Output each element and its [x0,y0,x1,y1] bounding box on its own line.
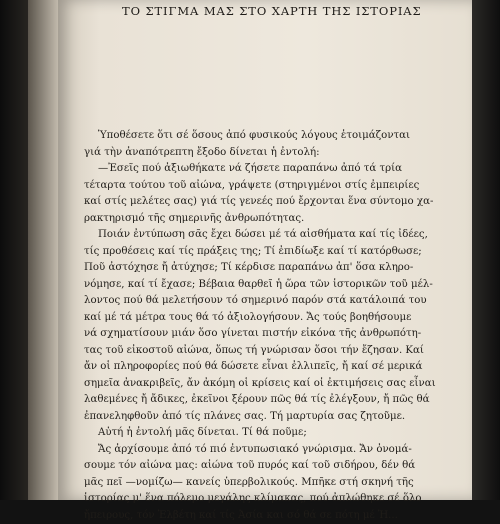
text-line: καί μέ τά μέτρα τους θά τό ἀξιολογήσουν. Ἄς τούς βοηθήσουμε [84,310,464,327]
text-line: μᾶς πεῖ —νομίζω— κανείς ὑπερβολικούς. Μπῆκε στή σκηνή τῆς [84,475,464,492]
text-line: Ποιάν ἐντύπωση σᾶς ἔχει δώσει μέ τά αἰσθήματα καί τίς ἰδέες, [84,227,464,244]
text-line: λαθεμένες ἤ ἄδικες, ἐκεῖνοι ξέρουν πῶς θά τίς ἐλέγξουν, ἤ πῶς θά [84,392,464,409]
text-line: Ἄς ἀρχίσουμε ἀπό τό πιό ἐντυπωσιακό γνώρισμα. Ἄν ὀνομά- [84,442,464,459]
body-text [84,128,464,524]
text-line: σουμε τόν αἰώνα μας: αἰώνα τοῦ πυρός καί τοῦ σιδήρου, δέν θά [84,458,464,475]
text-line: Ποῦ ἀστόχησε ἤ ἀτύχησε; Τί κέρδισε παραπάνω ἀπ' ὅσα κληρο- [84,260,464,277]
text-line: γιά τὴν ἀναπότρεπτη ἔξοδο δίνεται ἡ ἐντολή: [84,145,464,162]
text-line: νά σχηματίσουν μιάν ὅσο γίνεται πιστήν εἰκόνα τῆς ἀνθρωπότη- [84,326,464,343]
text-line: —Ἐσεῖς πού ἀξιωθήκατε νά ζήσετε παραπάνω ἀπό τά τρία [84,161,464,178]
text-line: σημεῖα ἀνακριβεῖς, ἄν ἀκόμη οἱ κρίσεις καί οἱ ἐκτιμήσεις σας εἶναι [84,376,464,393]
text-line: ρακτηρισμό τῆς σημερινῆς ἀνθρωπότητας. [84,211,464,228]
text-line: ἄν οἱ πληροφορίες πού θά δώσετε εἶναι ἐλλιπεῖς, ἤ καί σέ μερικά [84,359,464,376]
page-right-edge-shadow [472,0,500,500]
text-line: ἱστορίας μ' ἕνα πόλεμο μεγάλης κλίμακας, πού ἀπλώθηκε σέ ὅλο [84,491,464,508]
text-line: νόμησε, καί τί ἔχασε; Βέβαια θαρθεῖ ἡ ὥρα τῶν ἱστορικῶν τοῦ μέλ- [84,277,464,294]
text-line: λοντος πού θά μελετήσουν τό σημερινό παρόν στά κατάλοιπά του [84,293,464,310]
text-line: ἐπανεληφθοῦν ἀπό τίς πλάνες σας. Τή μαρτυρία σας ζητοῦμε. [84,409,464,426]
text-line: ἤπειρους, τόν Ἐλβέτη καί τίς Ἀσία και σό θά σε πότη μέ Ἠ... [84,508,464,524]
running-head: ΤΟ ΣΤΙΓΜΑ ΜΑΣ ΣΤΟ ΧΑΡΤΗ ΤΗΣ ΙΣΤΟΡΙΑΣ [122,4,472,18]
text-line: τας τοῦ εἰκοστοῦ αἰώνα, ὅπως τή γνώρισαν ὅσοι τήν ἔζησαν. Καί [84,343,464,360]
text-line: καί στίς μελέτες σας) γιά τίς γενεές πού ἔρχονται ἕνα σύντομο χα- [84,194,464,211]
text-line: Αὐτή ἡ ἐντολή μᾶς δίνεται. Τί θά ποῦμε; [84,425,464,442]
text-line: τέταρτα τούτου τοῦ αἰώνα, γράψετε (στηριγμένοι στίς ἐμπειρίες [84,178,464,195]
text-line: Ὑποθέσετε ὅτι σέ ὅσους ἀπό φυσικούς λόγους ἑτοιμάζονται [84,128,464,145]
text-line: τίς προθέσεις καί τίς πράξεις της; Τί ἐπιδίωξε καί τί κατόρθωσε; [84,244,464,261]
